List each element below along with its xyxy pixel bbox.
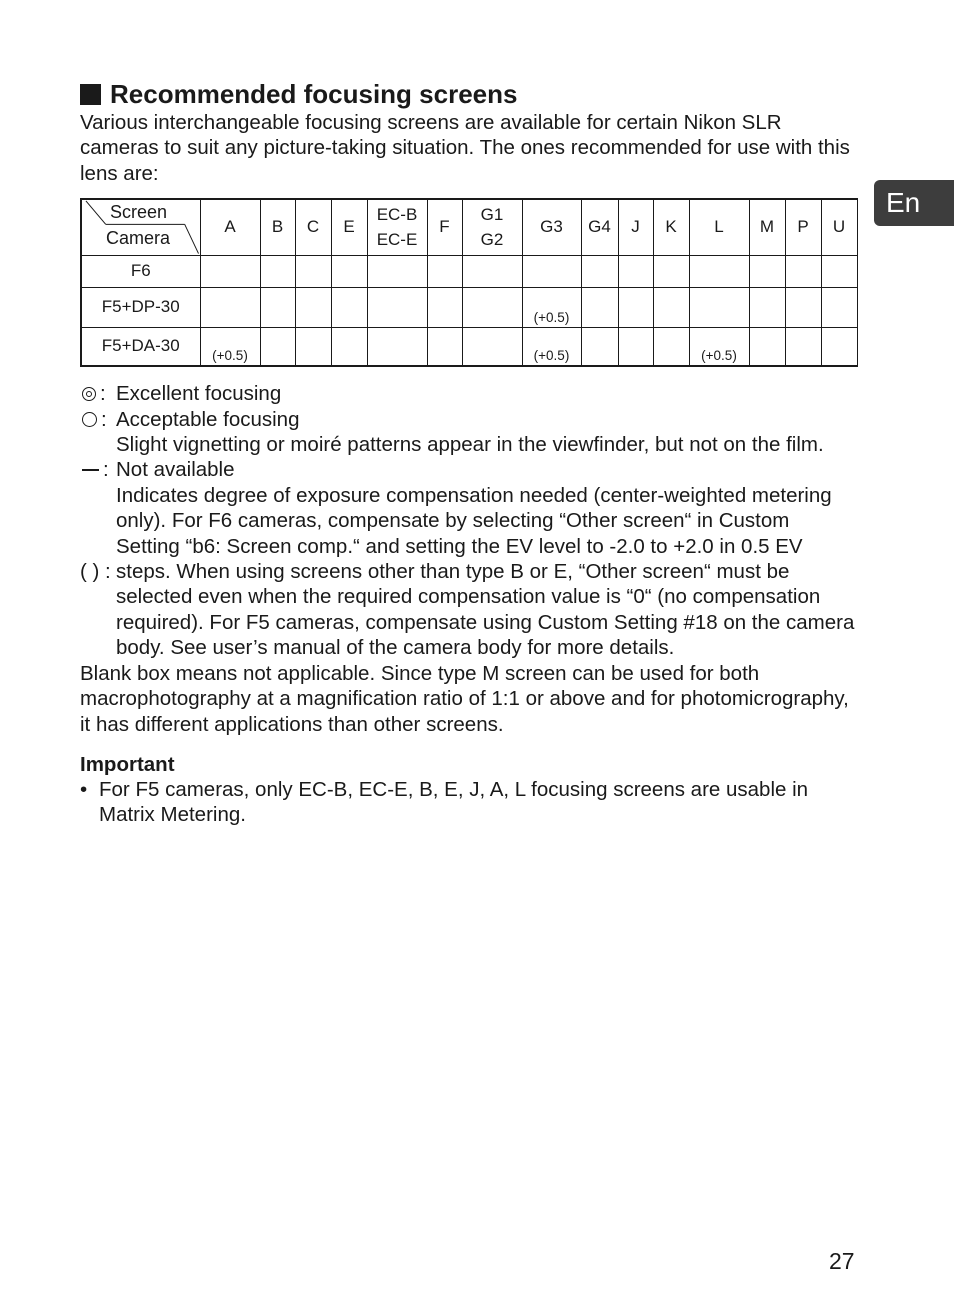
intro-paragraph: Various interchangeable focusing screens are available for certain Nikon SLR cameras to suit any picture-taking situation. The ones recommended for use with this lens are: [80,111,850,185]
cell-p [785,327,821,366]
cell-b [260,255,295,287]
important-item-text: For F5 cameras, only EC-B, EC-E, B, E, J, A, L focusing screens are usable in Matrix Metering. [99,777,809,827]
cell-k [653,287,689,327]
cell-m [749,327,785,366]
col-header-f: F [427,199,462,255]
cell-p [785,255,821,287]
legend-colon: : [103,458,109,482]
legend-excellent-text: Excellent focusing [116,382,282,406]
cell-f [427,287,462,327]
compensation-value: (+0.5) [533,348,570,364]
corner-header-cell [81,199,200,255]
col-header-g2: G2 [480,230,504,250]
col-header-j: J [618,199,653,255]
cell-j [618,255,653,287]
page-number: 27 [829,1248,855,1274]
cell-g3 [522,327,581,366]
table-header-row [81,199,857,255]
cell-u [821,287,857,327]
double-circle-icon [82,387,96,401]
legend-acceptable-text: Acceptable focusing [116,407,300,431]
cell-k [653,255,689,287]
cell-g3 [522,255,581,287]
cell-b [260,287,295,327]
col-header-a: A [200,199,260,255]
cell-c [295,255,331,287]
legend-acceptable-symbol [80,407,116,432]
cell-f [427,255,462,287]
important-title: Important [80,752,175,776]
cell-f [427,327,462,366]
table-row [81,255,857,287]
col-header-m: M [749,199,785,255]
cell-u [821,327,857,366]
col-header-e: E [331,199,367,255]
cell-ec [367,287,427,327]
compensation-value: (+0.5) [212,348,248,364]
legend-colon: : [101,407,107,431]
page-content [80,78,856,828]
legend-not-available-symbol [80,457,116,482]
cell-l [689,287,749,327]
bullet-icon: • [80,777,88,801]
heading-text: Recommended focusing screens [110,79,518,109]
legend-parentheses [80,483,856,661]
dash-icon [82,469,99,471]
corner-camera-label: Camera [106,228,171,249]
corner-screen-label: Screen [110,202,168,223]
legend-acceptable [80,407,856,432]
col-header-g4: G4 [581,199,618,255]
table-row [81,327,857,366]
blank-box-note: Blank box means not applicable. Since type M screen can be used for both macrophotography at a magnification ratio of 1:1 or above and for photomicrography, it has different applications than other screens. [80,661,849,736]
cell-a [200,287,260,327]
col-header-p: P [785,199,821,255]
cell-p [785,287,821,327]
col-header-g3: G3 [522,199,581,255]
camera-cell: F6 [81,255,200,287]
cell-l [689,327,749,366]
compensation-value: (+0.5) [701,348,737,364]
col-header-g1-g2 [462,199,522,255]
cell-g1-g2 [462,255,522,287]
language-tab: En [874,180,954,226]
cell-u [821,255,857,287]
cell-e [331,255,367,287]
legend-excellent [80,381,856,406]
cell-ec [367,327,427,366]
cell-g1-g2 [462,287,522,327]
cell-e [331,287,367,327]
cell-l [689,255,749,287]
cell-ec [367,255,427,287]
col-header-l: L [689,199,749,255]
heading-square-icon [80,84,101,105]
cell-a [200,255,260,287]
cell-j [618,287,653,327]
legend-acceptable-note: Slight vignetting or moiré patterns appear in the viewfinder, but not on the film. [116,433,824,457]
legend-not-available [80,457,856,482]
cell-g4 [581,255,618,287]
legend-not-available-text: Not available [116,458,235,482]
legend-excellent-symbol [80,381,116,406]
focusing-screens-table [80,198,858,367]
section-heading [80,78,856,110]
cell-g4 [581,327,618,366]
col-header-g1: G1 [480,205,504,225]
legend-colon: : [100,382,106,406]
cell-g3 [522,287,581,327]
col-header-c: C [295,199,331,255]
cell-m [749,287,785,327]
col-header-k: K [653,199,689,255]
compensation-value: (+0.5) [533,309,570,325]
legend [80,381,856,660]
cell-g1-g2 [462,327,522,366]
cell-j [618,327,653,366]
cell-g4 [581,287,618,327]
circle-icon [82,412,97,427]
col-header-ec-b: EC-B [376,205,418,225]
col-header-u: U [821,199,857,255]
legend-parentheses-text: Indicates degree of exposure compensation needed (center-weighted metering only). For F6 cameras, compensate by selecting “Other screen“ in Custom Setting “b6: Screen comp.“ and setting the EV level to -2.0 to +2.0 in 0.5 EV steps. When using screens other than type B or E, “Other screen“ must be selected even when the required compensation value is “0“ (no compensation required). For F5 cameras, compensate using Custom Setting #18 on the camera body. See user’s manual of the camera body for more details. [116,483,855,660]
important-item [80,777,856,828]
camera-cell: F5+DP-30 [81,287,200,327]
cell-e [331,327,367,366]
cell-k [653,327,689,366]
cell-m [749,255,785,287]
cell-b [260,327,295,366]
cell-c [295,327,331,366]
table-row [81,287,857,327]
cell-c [295,287,331,327]
legend-parentheses-symbol: ( ) : [80,560,111,584]
col-header-b: B [260,199,295,255]
col-header-ec [367,199,427,255]
camera-cell: F5+DA-30 [81,327,200,366]
col-header-ec-e: EC-E [376,230,418,250]
cell-a [200,327,260,366]
